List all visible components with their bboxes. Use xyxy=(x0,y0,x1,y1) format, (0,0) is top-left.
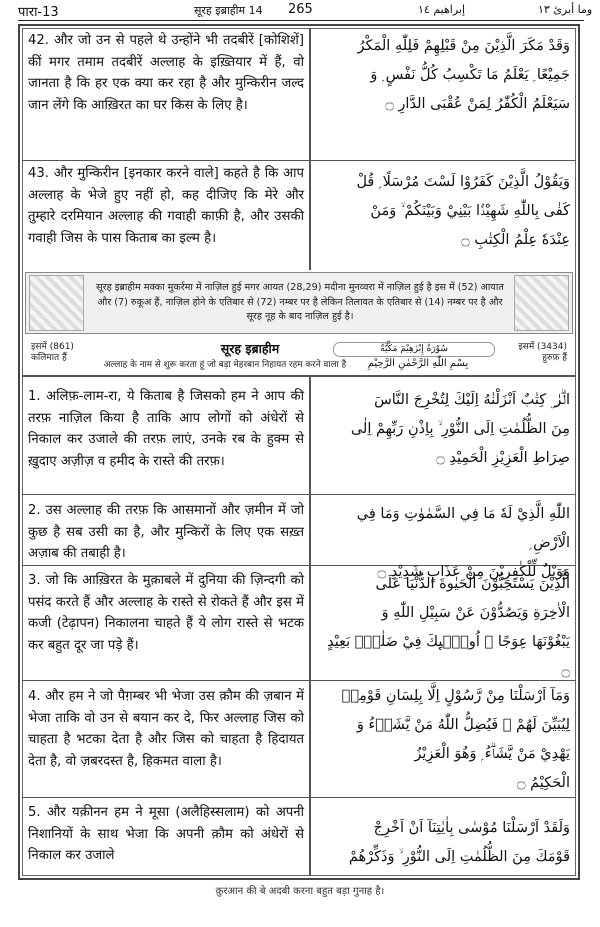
bismillah-arabic: بِسْمِ اللّٰهِ الرَّحْمٰنِ الرَّحِيْمِ xyxy=(367,358,469,369)
page-number: 265 xyxy=(288,2,313,17)
arabic-line: الَّذِيْنَ يَسْتَحِبُّوْنَ الْحَيٰوةَ الدُّنْيَا عَلَى xyxy=(375,576,570,592)
verse-divider xyxy=(310,160,576,161)
arabic-line: وَقَدْ مَكَرَ الَّذِيْنَ مِنْ قَبْلِهِمْ فَلِلّٰهِ الْمَكْرُ xyxy=(357,38,570,54)
arabic-line: لِيُبَيِّنَ لَهُمْ ۭ فَيُضِلُّ اللّٰهُ مَنْ يَّشَاۗءُ وَ xyxy=(356,717,570,733)
arabic-line: مِنَ الظُّلُمٰتِ اِلَى النُّوْرِ ۙ بِاِذْنِ رَبِّهِمْ اِلٰى xyxy=(350,421,570,437)
arabic-line: اللّٰهِ الَّذِيْ لَهٗ مَا فِي السَّمٰوٰتِ وَمَا فِي الْاَرْضِ ۭ xyxy=(356,506,570,551)
verse-42-hindi: 42. और जो उन से पहले थे उन्होंने भी तदबीरें [कोशिशें] कीं मगर तमाम तदबीरें अल्लाह के इख़्तियार में हैं, वो जानता है कि हर एक क्या कर रहा है और मुन्किरीन जल्द जान लेंगे कि आख़िरत का घर किस के लिए है। xyxy=(28,33,304,113)
surah-intro-text: सूरह इब्राहीम मक्का मुकर्रमा में नाज़िल हुई मगर आयत (28,29) मदीना मुनव्वरा में नाज़िल हुई है इस में (52) आयात और (7) रुकूअ हैं, नाज़िल होने के एतिबार से (72) नम्बर पर है लेकिन तिलावत के एतिबार से (14) नम्बर पर है और सूरह नूह के बाद नाज़िल हुई है। xyxy=(96,282,504,322)
arabic-line: يَبْغُوْنَهَا عِوَجًا ۭ اُولٰۗىِٕكَ فِيْ ضَلٰلٍۢ بَعِيْدٍ ۝ xyxy=(327,634,570,679)
verse-2-hindi: 2. उस अल्लाह की तरफ़ कि आसमानों और ज़मीन में जो कुछ है सब उसी का है, और मुन्किरों के लिए एक सख़्त अज़ाब की तबाही है। xyxy=(28,503,304,561)
arabic-line: وَلَقَدْ اَرْسَلْنَا مُوْسٰى بِاٰيٰتِنَآ اَنْ اَخْرِجْ xyxy=(373,820,570,836)
verse-42-arabic xyxy=(316,32,570,119)
verse-43-arabic xyxy=(316,168,570,255)
arabic-line: سَيَعْلَمُ الْكُفّٰرُ لِمَنْ عُقْبَى الدَّارِ ۝ xyxy=(385,96,570,112)
arabic-line: الْاٰخِرَةِ وَيَصُدُّوْنَ عَنْ سَبِيْلِ اللّٰهِ وَ xyxy=(381,605,570,621)
surah-title-arabic: سُوْرَةُ إِبْرٰهِيْمَ مَكِّيَّةٌ xyxy=(333,342,495,357)
page-footer: क़ुरआन की बे अदबी करना बहुत बड़ा गुनाह है। xyxy=(215,886,385,897)
column-divider-top xyxy=(309,28,311,270)
verse-4-hindi: 4. और हम ने जो पैग़म्बर भी भेजा उस क़ौम की ज़बान में भेजा ताकि वो उन से बयान कर दे, फिर अल्लाह जिस को चाहता है भटका देता है और जिस को चाहता है हिदायत देता है, वो ज़बरदस्त है, हिकमत वाला है। xyxy=(28,689,304,769)
column-divider-bottom xyxy=(309,376,311,876)
surah-title-hindi: सूरह इब्राहीम xyxy=(220,341,280,356)
verse-3-arabic xyxy=(316,570,570,686)
words-count-label: इसमें (861) कलिमात हैं xyxy=(31,342,74,363)
section-divider xyxy=(22,375,576,377)
page-header xyxy=(18,0,593,20)
letters-count-label: इसमें (3434) हुरुफ़ हैं xyxy=(518,342,567,363)
arabic-line: وَيَقُوْلُ الَّذِيْنَ كَفَرُوْا لَسْتَ مُرْسَلًا ۭ قُلْ xyxy=(356,174,570,190)
arabic-line: وَمَآ اَرْسَلْنَا مِنْ رَّسُوْلٍ اِلَّا بِلِسَانِ قَوْمِهٖ xyxy=(341,688,570,704)
arabic-line: صِرَاطِ الْعَزِيْزِ الْحَمِيْدِ ۝ xyxy=(436,450,570,466)
arabic-line: وَوَيْلٌ لِّلْكٰفِرِيْنَ مِنْ عَذَابٍ شَدِيْدِ ۝ xyxy=(377,564,570,580)
header-divider xyxy=(18,20,584,21)
surah-intro-banner xyxy=(25,272,573,334)
verse-3-hindi: 3. जो कि आख़िरत के मुक़ाबले में दुनिया की ज़िन्दगी को पसंद करते हैं और अल्लाह के रास्ते से रोकते हैं और इस में कजी (टेढ़ापन) निकालना चाहते हैं ये लोग रास्ते से भटक कर बहुत दूर जा पड़े हैं। xyxy=(28,573,304,653)
verse-divider xyxy=(22,494,576,495)
para-label: पारा-13 xyxy=(18,5,59,20)
verse-43-hindi: 43. और मुन्किरीन [इनकार करने वाले] कहते है कि आप अल्लाह के भेजे हुए नहीं हो, कह दीजिए कि मेरे और तुम्हारे दरमियान अल्लाह की गवाही काफ़ी है, और उसकी गवाही जिस के पास किताब का इल्म है। xyxy=(28,166,304,246)
arabic-line: قَوْمَكَ مِنَ الظُّلُمٰتِ اِلَى النُّوْرِ ۙ وَذَكِّرْهُمْ xyxy=(348,849,570,865)
arabic-line: عِنْدَهٗ عِلْمُ الْكِتٰبِ ۝ xyxy=(461,232,570,248)
verse-1-arabic xyxy=(316,386,570,473)
arabic-line: الۗرٰ ۣ كِتٰبٌ اَنْزَلْنٰهُ اِلَيْكَ لِتُخْرِجَ النَّاسَ xyxy=(374,392,570,408)
surah-page-title: सूरह इब्राहीम 14 xyxy=(194,4,263,17)
arabic-surah-name: إبراهيم ١٤ xyxy=(418,3,466,16)
verse-5-arabic xyxy=(316,814,570,872)
verse-5-hindi: 5. और यक़ीनन हम ने मूसा (अलैहिस्सलाम) को अपनी निशानियों के साथ भेजा कि अपनी क़ौम को अंधेरों से निकाल कर उजाले xyxy=(28,805,304,863)
ornament-left-icon xyxy=(29,275,84,331)
verse-4-arabic xyxy=(316,682,570,798)
ornament-right-icon xyxy=(514,275,569,331)
arabic-para-name: وما أبرئ ١٣ xyxy=(538,3,593,16)
arabic-line: جَمِيْعًا ۭ يَعْلَمُ مَا تَكْسِبُ كُلُّ نَفْسٍ ۭ وَ xyxy=(370,67,570,83)
bismillah-hindi: अल्लाह के नाम से शुरू करता हूं जो बड़ा मेहरबान निहायत रहम करने वाला है xyxy=(103,360,347,370)
surah-title-band xyxy=(25,338,573,374)
arabic-line: كَفٰى بِاللّٰهِ شَهِيْدًۢا بَيْنِيْ وَبَيْنَكُمْ ۙ وَمَنْ xyxy=(370,203,570,219)
arabic-line: يَهْدِيْ مَنْ يَّشَاۗءُ ۭ وَهُوَ الْعَزِيْزُ xyxy=(414,746,570,762)
verse-divider xyxy=(22,160,310,161)
verse-1-hindi: 1. अलिफ़-लाम-रा, ये किताब है जिसको हम ने आप की तरफ़ नाज़िल किया है ताकि आप लोगों को अंधेरों से निकाल कर उजाले की तरफ़ लाएं, उनके रब के हुक्म से ख़ुदाए अज़ीज़ व हमीद के रास्ते की तरफ़। xyxy=(28,389,304,469)
arabic-line: الْحَكِيْمُ ۝ xyxy=(517,775,570,791)
